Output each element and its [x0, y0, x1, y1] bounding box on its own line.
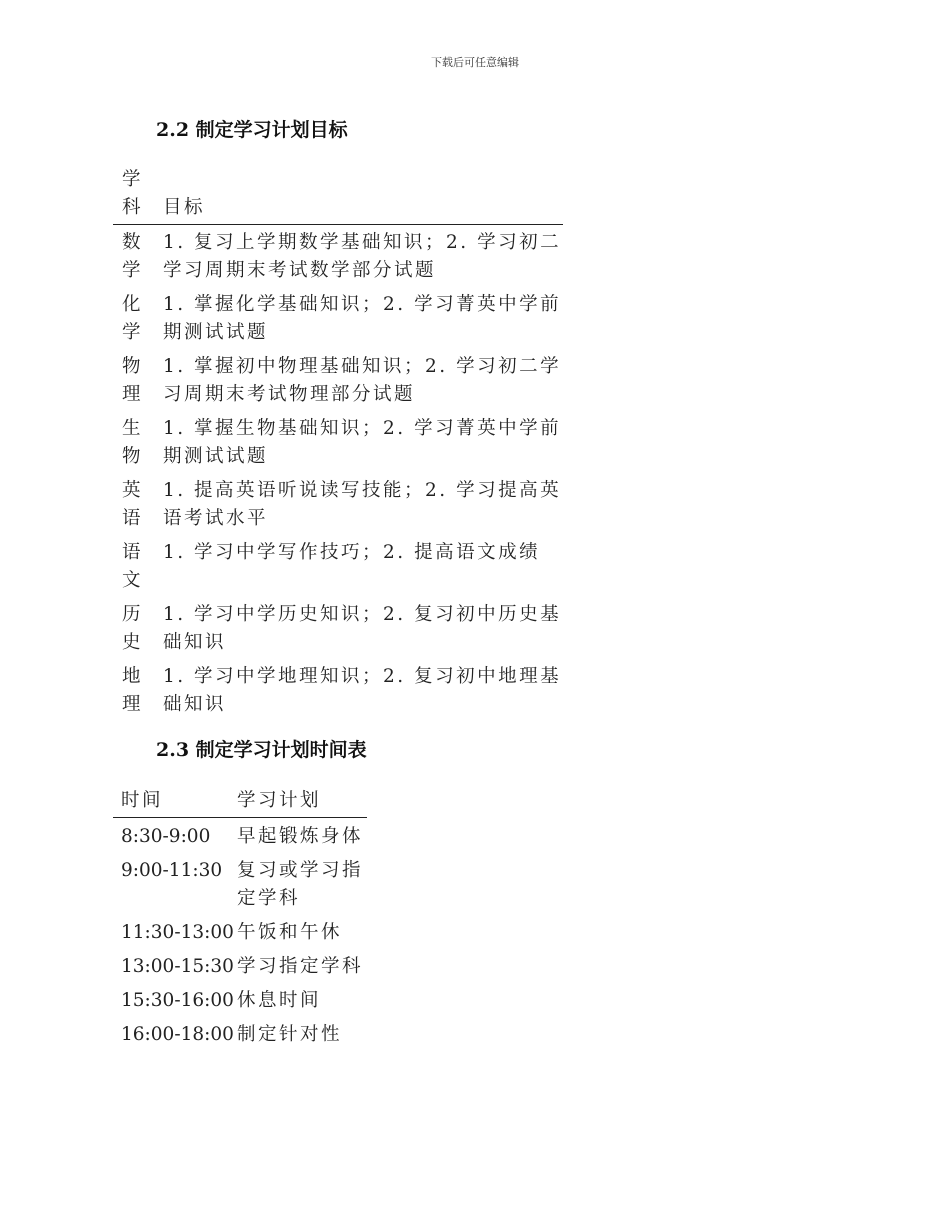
goal-cell: 1. 掌握初中物理基础知识；2. 学习初二学习周期末考试物理部分试题: [163, 356, 562, 405]
subject-cell: 语文: [122, 542, 144, 591]
time-cell: 13:00-15:30: [121, 956, 234, 977]
column-header-time: 时间: [113, 787, 237, 818]
subject-cell: 英语: [122, 480, 144, 529]
goal-cell: 1. 掌握生物基础知识；2. 学习菁英中学前期测试试题: [163, 418, 562, 467]
table-row: [113, 1016, 367, 1050]
time-cell: 8:30-9:00: [121, 826, 211, 847]
table-row: [113, 472, 563, 534]
time-cell: 15:30-16:00: [121, 990, 234, 1011]
column-header-plan: 学习计划: [237, 787, 367, 818]
column-header-subject: 学科: [113, 166, 163, 225]
time-cell: 9:00-11:30: [121, 860, 223, 881]
table-row: [113, 410, 563, 472]
table-row: [113, 534, 563, 596]
subject-cell: 历史: [122, 604, 144, 653]
table-row: [113, 225, 563, 287]
goals-header-row: [113, 166, 563, 225]
plan-cell: 早起锻炼身体: [237, 826, 364, 847]
table-row: [113, 658, 563, 720]
table-row: [113, 818, 367, 853]
goal-cell: 1. 学习中学写作技巧；2. 提高语文成绩: [163, 542, 541, 563]
goal-cell: 1. 提高英语听说读写技能；2. 学习提高英语考试水平: [163, 480, 562, 529]
column-header-goal: 目标: [163, 166, 563, 225]
section-heading-schedule: 2.3 制定学习计划时间表: [156, 739, 367, 761]
section-heading-goals: 2.2 制定学习计划目标: [156, 119, 348, 141]
time-cell: 16:00-18:00: [121, 1024, 234, 1045]
plan-cell: 学习指定学科: [237, 956, 364, 977]
table-row: [113, 914, 367, 948]
subject-cell: 物理: [122, 356, 144, 405]
table-row: [113, 948, 367, 982]
plan-cell: 制定针对性: [237, 1024, 343, 1045]
table-row: [113, 982, 367, 1016]
goal-cell: 1. 学习中学地理知识；2. 复习初中地理基础知识: [163, 666, 562, 715]
goal-cell: 1. 学习中学历史知识；2. 复习初中历史基础知识: [163, 604, 562, 653]
table-row: [113, 596, 563, 658]
goal-cell: 1. 掌握化学基础知识；2. 学习菁英中学前期测试试题: [163, 294, 562, 343]
page-header: 下载后可任意编辑: [431, 56, 519, 69]
schedule-table: [113, 787, 367, 1050]
schedule-header-row: [113, 787, 367, 818]
plan-cell: 复习或学习指定学科: [237, 860, 364, 909]
plan-cell: 午饭和午休: [237, 922, 343, 943]
subject-cell: 化学: [122, 294, 144, 343]
subject-cell: 地理: [122, 666, 144, 715]
time-cell: 11:30-13:00: [121, 922, 234, 943]
goals-table: [113, 166, 563, 720]
plan-cell: 休息时间: [237, 990, 322, 1011]
table-row: [113, 286, 563, 348]
subject-cell: 生物: [122, 418, 144, 467]
table-row: [113, 852, 367, 914]
subject-cell: 数学: [122, 232, 144, 281]
table-row: [113, 348, 563, 410]
goal-cell: 1. 复习上学期数学基础知识；2. 学习初二学习周期末考试数学部分试题: [163, 232, 562, 281]
